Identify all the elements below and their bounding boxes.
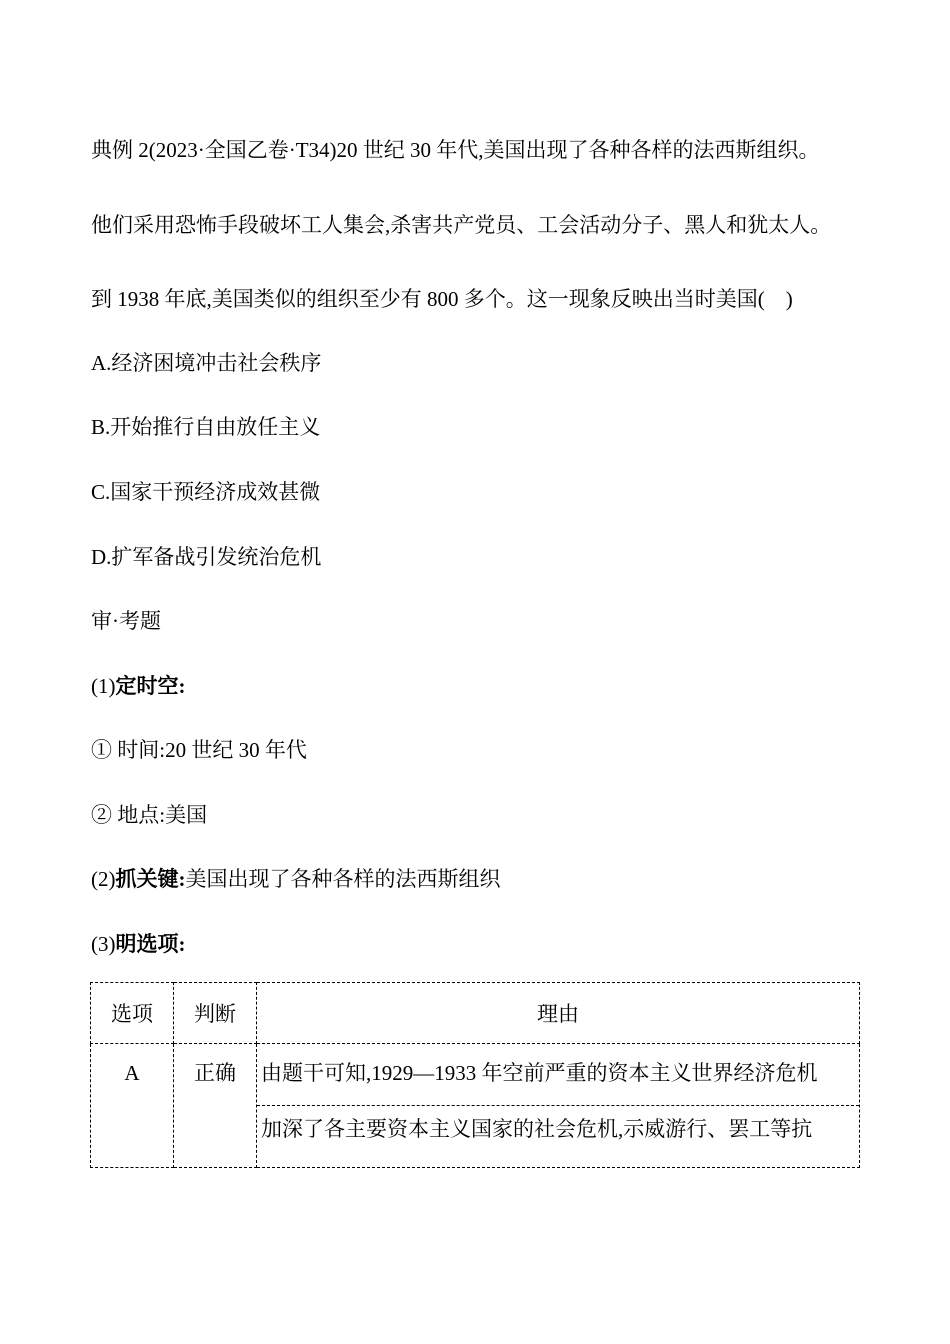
question-line-3: 到 1938 年底,美国类似的组织至少有 800 多个。这一现象反映出当时美国( ) bbox=[91, 287, 793, 311]
time-item: ① 时间:20 世纪 30 年代 bbox=[91, 738, 307, 762]
step-1-label: 定时空: bbox=[115, 674, 186, 698]
step-2-label: 抓关键: bbox=[115, 867, 186, 891]
step-1-prefix: (1) bbox=[91, 674, 116, 698]
options-table bbox=[90, 982, 860, 1168]
step-2 bbox=[91, 865, 501, 893]
option-a: A.经济困境冲击社会秩序 bbox=[91, 351, 322, 375]
analysis-heading: 审·考题 bbox=[91, 609, 161, 633]
step-2-prefix: (2) bbox=[91, 867, 116, 891]
header-judgment: 判断 bbox=[174, 983, 257, 1044]
header-option: 选项 bbox=[91, 983, 174, 1044]
table-header-row bbox=[91, 983, 860, 1044]
option-c: C.国家干预经济成效甚微 bbox=[91, 480, 321, 504]
question-line-1: 典例 2(2023·全国乙卷·T34)20 世纪 30 年代,美国出现了各种各样的法西斯组织。 bbox=[91, 138, 820, 162]
step-3-label: 明选项: bbox=[115, 932, 186, 956]
row-judgment: 正确 bbox=[174, 1044, 257, 1168]
place-item: ② 地点:美国 bbox=[91, 803, 208, 827]
option-b: B.开始推行自由放任主义 bbox=[91, 415, 321, 439]
row-option: A bbox=[91, 1044, 174, 1168]
question-line-2: 他们采用恐怖手段破坏工人集会,杀害共产党员、工会活动分子、黑人和犹太人。 bbox=[91, 213, 832, 237]
header-reason: 理由 bbox=[257, 983, 860, 1044]
reason-line-2: 加深了各主要资本主义国家的社会危机,示威游行、罢工等抗 bbox=[261, 1117, 813, 1141]
row-reason bbox=[257, 1044, 860, 1168]
option-d: D.扩军备战引发统治危机 bbox=[91, 545, 322, 569]
step-2-text: 美国出现了各种各样的法西斯组织 bbox=[185, 867, 501, 891]
step-3-prefix: (3) bbox=[91, 932, 116, 956]
table-row bbox=[91, 1044, 860, 1168]
step-1 bbox=[91, 672, 186, 700]
step-3 bbox=[91, 930, 186, 958]
reason-line-1: 由题干可知,1929—1933 年空前严重的资本主义世界经济危机 bbox=[257, 1044, 859, 1106]
